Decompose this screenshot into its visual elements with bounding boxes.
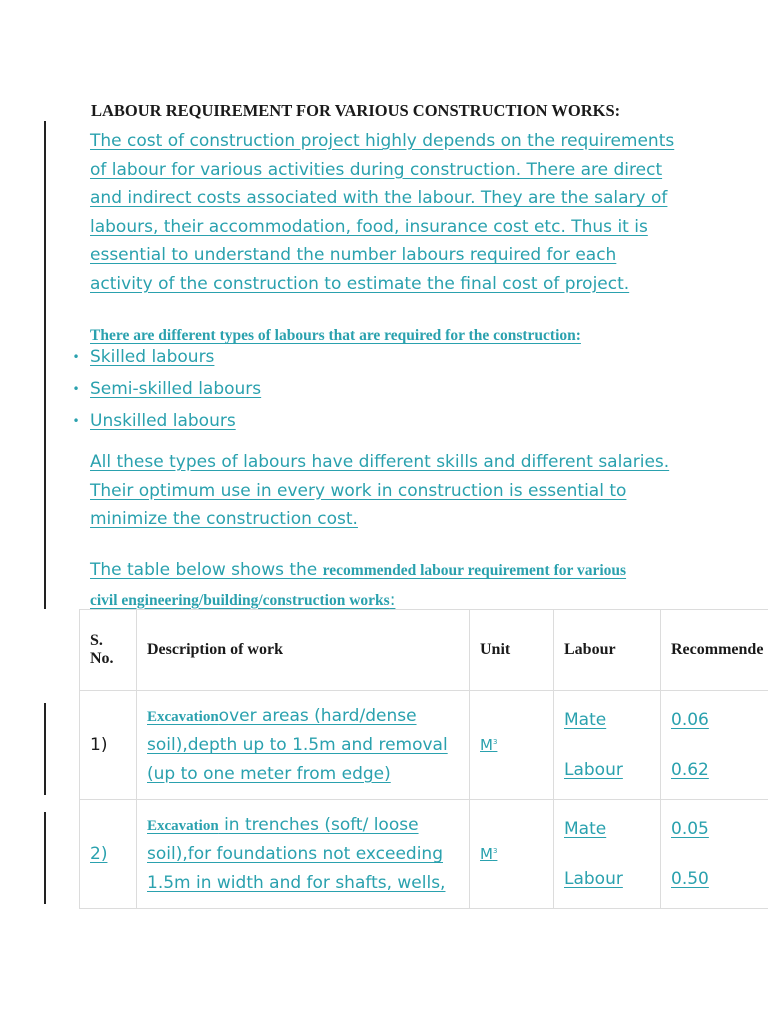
unit-superscript: 3 <box>492 847 498 855</box>
labour-type-label: Skilled labours <box>90 347 215 367</box>
table-intro-bold: recommended labour requirement for various <box>322 562 627 579</box>
recommended-value: 0.62 <box>671 760 709 780</box>
table-header-row <box>80 610 768 691</box>
unit-text: M <box>480 736 493 754</box>
table-intro-paragraph[interactable] <box>90 556 626 615</box>
recommended-value: 0.50 <box>671 869 709 889</box>
description-line: 1.5m in width and for shafts, wells, <box>147 872 446 893</box>
header-labour: Labour <box>554 610 661 691</box>
header-unit: Unit <box>470 610 554 691</box>
recommended-value: 0.05 <box>671 819 709 839</box>
skills-line: minimize the construction cost. <box>90 509 358 530</box>
description-line: (up to one meter from edge) <box>147 763 391 784</box>
table-row <box>80 800 768 909</box>
header-recommended: Recommende <box>661 610 768 691</box>
intro-line: The cost of construction project highly depends on the requirements <box>90 131 675 151</box>
intro-line: essential to understand the number labours required for each <box>90 245 617 266</box>
intro-line: of labour for various activities during construction. There are direct <box>90 159 663 180</box>
labour-types-list <box>62 343 261 439</box>
labour-type: Labour <box>564 869 623 889</box>
row-sno[interactable]: 2) <box>80 800 137 909</box>
header-sno-line-2: No. <box>90 650 114 667</box>
list-item[interactable] <box>62 407 261 439</box>
margin-bar-row2 <box>44 812 46 904</box>
list-item[interactable] <box>62 343 261 375</box>
unit-text: M <box>480 845 493 863</box>
description-text: over areas (hard/dense <box>218 705 417 726</box>
intro-line: activity of the construction to estimate the final cost of project. <box>90 273 630 294</box>
row-description[interactable] <box>137 691 470 800</box>
bullet-icon: • <box>72 382 80 396</box>
labour-types-intro-text: There are different types of labours that are required for the construction: <box>90 327 581 344</box>
description-line: soil),for foundations not exceeding <box>147 844 443 865</box>
row-labour[interactable] <box>554 800 661 909</box>
table-intro-line-1 <box>90 556 626 586</box>
description-line <box>147 811 469 841</box>
table-intro-lead: The table below shows the <box>90 560 323 580</box>
description-text: in trenches (soft/ loose <box>218 814 419 835</box>
intro-line: labours, their accommodation, food, insurance cost etc. Thus it is <box>90 216 648 237</box>
page-heading: LABOUR REQUIREMENT FOR VARIOUS CONSTRUCTION WORKS: <box>91 101 621 120</box>
table-intro-bold: civil engineering/building/construction works <box>90 591 390 609</box>
row-recommended[interactable] <box>661 800 768 909</box>
intro-line: and indirect costs associated with the labour. They are the salary of <box>90 188 668 209</box>
description-line <box>147 702 469 732</box>
bullet-icon: • <box>72 350 80 364</box>
header-description: Description of work <box>137 610 470 691</box>
labour-type-label: Unskilled labours <box>90 411 236 431</box>
labour-type: Mate <box>564 819 607 839</box>
header-sno <box>80 610 137 691</box>
list-item[interactable] <box>62 375 261 407</box>
recommended-value: 0.06 <box>671 710 709 730</box>
skills-paragraph[interactable] <box>90 448 669 534</box>
row-unit[interactable] <box>470 691 554 800</box>
intro-paragraph[interactable] <box>90 127 674 299</box>
description-line: soil),depth up to 1.5m and removal <box>147 735 448 756</box>
header-sno-line-1: S. <box>90 632 103 649</box>
skills-line: Their optimum use in every work in construction is essential to <box>90 480 627 501</box>
labour-type: Labour <box>564 760 623 780</box>
margin-bar-row1 <box>44 703 46 795</box>
labour-requirement-table <box>79 609 768 909</box>
description-keyword: Excavation <box>147 817 219 834</box>
row-recommended[interactable] <box>661 691 768 800</box>
row-description[interactable] <box>137 800 470 909</box>
table-intro-colon: : <box>389 589 396 610</box>
labour-type-label: Semi-skilled labours <box>90 379 262 399</box>
row-labour[interactable] <box>554 691 661 800</box>
unit-superscript: 3 <box>492 738 498 746</box>
margin-bar-top <box>44 121 46 609</box>
table-row <box>80 691 768 800</box>
skills-line: All these types of labours have different skills and different salaries. <box>90 452 670 472</box>
labour-type: Mate <box>564 710 607 730</box>
description-keyword: Excavation <box>147 708 219 725</box>
row-sno: 1) <box>80 691 137 800</box>
bullet-icon: • <box>72 414 80 428</box>
row-unit[interactable] <box>470 800 554 909</box>
